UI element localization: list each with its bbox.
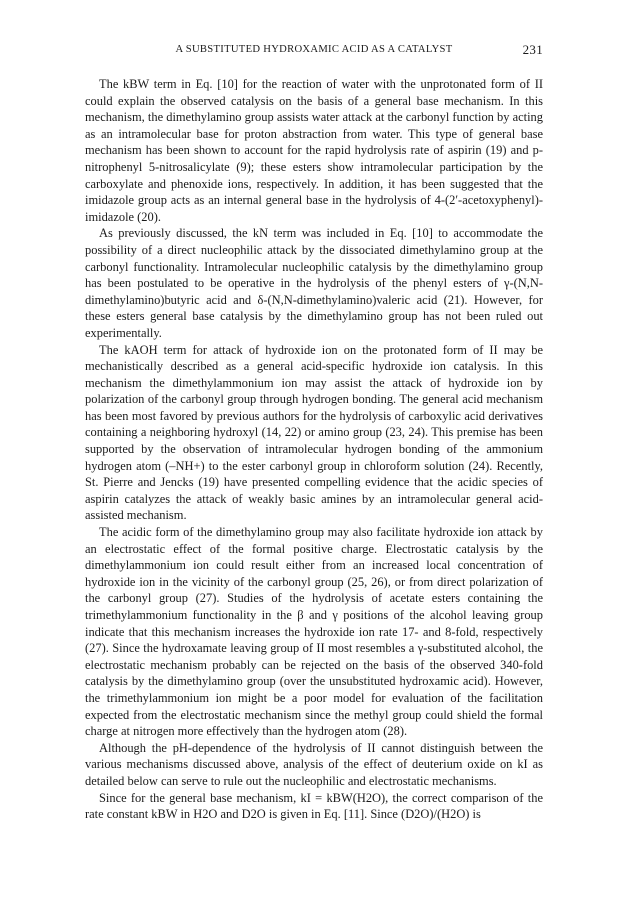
paragraph: The kBW term in Eq. [10] for the reaction of water with the unprotonated form of II could explain the observed catalysis on the basis of a general base mechanism. In this mechanism, the dimethylamino group assists water attack at the carbonyl function by acting as an intramolecular base for proton abstraction from water. This type of general base mechanism has been shown to account for the rapid hydrolysis rate of aspirin (19) and p-nitrophenyl 5-nitrosalicylate (9); these esters show intramolecular participation by the carboxylate and phenoxide ions, respectively. In addition, it has been suggested that the imidazole group acts as an internal general base in the hydrolysis of 4-(2′-acetoxyphenyl)-imidazole (20). — [85, 77, 543, 224]
paragraph: The acidic form of the dimethylamino group may also facilitate hydroxide ion attack by an electrostatic effect of the formal positive charge. Electrostatic catalysis by the dimethylammonium ion could result either from an increased local concentration of hydroxide ion in the vicinity of the carbonyl group (25, 26), or from direct polarization of the carbonyl group (27). Studies of the hydrolysis of acetate esters containing the trimethylammonium functionality in the β and γ positions of the alcohol leaving group indicate that this mechanism increases the hydroxide ion rate 17- and 8-fold, respectively (27). Since the hydroxamate leaving group of II most resembles a γ-substituted alcohol, the electrostatic mechanism probably can be rejected on the basis of the observed 340-fold catalysis by the dimethylamino group (over the unsubstituted hydroxamic acid). However, the trimethylammonium ion might be a poor model for evaluation of the facilitation expected from the electrostatic mechanism since the methyl group could shield the formal charge at nitrogen more effectively than the hydrogen atom (28). — [85, 525, 543, 739]
running-head — [85, 44, 543, 60]
paragraph: Although the pH-dependence of the hydrolysis of II cannot distinguish between the various mechanisms discussed above, analysis of the effect of deuterium oxide on kI as detailed below can serve to rule out the nucleophilic and electrostatic mechanisms. — [85, 740, 543, 788]
paragraph: The kAOH term for attack of hydroxide ion on the protonated form of II may be mechanistically described as a general acid-specific hydroxide ion catalysis. In this mechanism the dimethylammonium ion may assist the attack of hydroxide ion by polarization of the carbonyl group through hydrogen bonding. The general acid mechanism has been most favored by previous authors for the hydrolysis of carboxylic acid derivatives containing a neighboring hydroxyl (14, 22) or amino group (23, 24). This premise has been supported by the observation of intramolecular hydrogen bonding of the ammonium hydrogen atom (–NH+) to the ester carbonyl group in chloroform solution (24). Recently, St. Pierre and Jencks (19) have presented compelling evidence that the acidic species of aspirin catalyzes the attack of weakly basic amines by an intramolecular general acid-assisted mechanism. — [85, 342, 543, 523]
paragraph: As previously discussed, the kN term was included in Eq. [10] to accommodate the possibility of a direct nucleophilic attack by the dissociated dimethylamino group at the carbonyl functionality. Intramolecular nucleophilic catalysis by the dimethylamino group has been postulated to be operative in the hydrolysis of the phenyl esters of γ-(N,N-dimethylamino)butyric acid and δ-(N,N-dimethylamino)valeric acid (21). However, for these esters general base catalysis by the dimethylamino group has not been ruled out experimentally. — [85, 226, 543, 340]
page-number: 231 — [522, 42, 543, 57]
paragraph: Since for the general base mechanism, kI = kBW(H2O), the correct comparison of the rate constant kBW in H2O and D2O is given in Eq. [11]. Since (D2O)/(H2O) is — [85, 790, 543, 822]
body-text — [85, 76, 543, 823]
running-title: A SUBSTITUTED HYDROXAMIC ACID AS A CATALYST — [175, 44, 453, 55]
